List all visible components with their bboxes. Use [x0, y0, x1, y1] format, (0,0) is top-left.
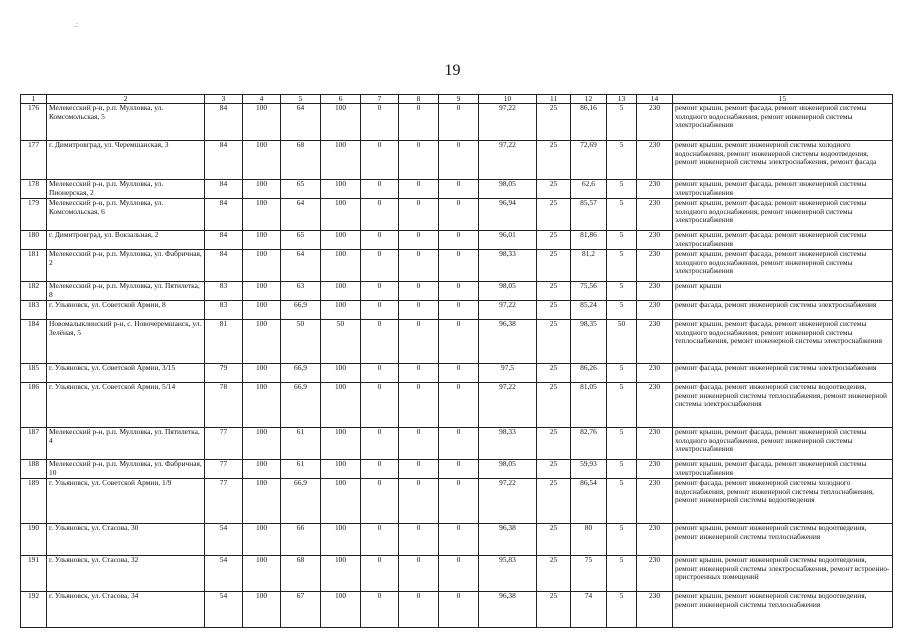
- column-header: 13: [607, 95, 637, 104]
- table-row: [21, 199, 893, 231]
- row-number: 185: [21, 364, 47, 383]
- value-cell: 82,76: [571, 428, 607, 460]
- data-table: [20, 94, 893, 628]
- row-number: 188: [21, 460, 47, 479]
- value-cell: 0: [361, 592, 399, 628]
- value-cell: 5: [607, 250, 637, 282]
- address-cell: г. Ульяновск, ул. Стасова, 30: [47, 524, 205, 556]
- value-cell: 100: [321, 180, 361, 199]
- value-cell: 68: [281, 556, 321, 592]
- value-cell: 0: [439, 250, 479, 282]
- value-cell: 100: [321, 460, 361, 479]
- column-header: 7: [361, 95, 399, 104]
- value-cell: 230: [637, 592, 673, 628]
- works-cell: ремонт крыши: [673, 282, 893, 301]
- value-cell: 100: [321, 231, 361, 250]
- address-cell: Мелекесский р-н, р.п. Мулловка, ул. Пятилетка, 8: [47, 282, 205, 301]
- value-cell: 72,69: [571, 141, 607, 180]
- value-cell: 0: [399, 282, 439, 301]
- value-cell: 100: [321, 141, 361, 180]
- value-cell: 81: [205, 320, 243, 364]
- column-header: 15: [673, 95, 893, 104]
- address-cell: г. Ульяновск, ул. Советской Армии, 1/9: [47, 479, 205, 524]
- value-cell: 230: [637, 104, 673, 141]
- column-header: 10: [479, 95, 537, 104]
- value-cell: 50: [321, 320, 361, 364]
- value-cell: 5: [607, 364, 637, 383]
- value-cell: 100: [321, 428, 361, 460]
- value-cell: 25: [537, 320, 571, 364]
- value-cell: 5: [607, 479, 637, 524]
- value-cell: 77: [205, 460, 243, 479]
- value-cell: 50: [281, 320, 321, 364]
- value-cell: 97,22: [479, 479, 537, 524]
- works-cell: ремонт крыши, ремонт инженерной системы водоотведения, ремонт инженерной системы электроснабжения, ремонт встроенно-пристроенных помещений: [673, 556, 893, 592]
- value-cell: 98,05: [479, 282, 537, 301]
- value-cell: 66,9: [281, 301, 321, 320]
- value-cell: 0: [439, 364, 479, 383]
- value-cell: 0: [439, 592, 479, 628]
- value-cell: 98,05: [479, 460, 537, 479]
- value-cell: 0: [439, 104, 479, 141]
- value-cell: 25: [537, 428, 571, 460]
- address-cell: Новомалыклинский р-н, с. Новочеремшанск, ул. Зелёная, 5: [47, 320, 205, 364]
- value-cell: 77: [205, 479, 243, 524]
- value-cell: 54: [205, 556, 243, 592]
- value-cell: 97,5: [479, 364, 537, 383]
- value-cell: 84: [205, 180, 243, 199]
- value-cell: 230: [637, 231, 673, 250]
- works-cell: ремонт фасада, ремонт инженерной системы электроснабжения: [673, 364, 893, 383]
- value-cell: 230: [637, 250, 673, 282]
- value-cell: 84: [205, 250, 243, 282]
- value-cell: 0: [399, 556, 439, 592]
- value-cell: 0: [399, 428, 439, 460]
- value-cell: 0: [399, 320, 439, 364]
- value-cell: 0: [361, 460, 399, 479]
- value-cell: 5: [607, 556, 637, 592]
- value-cell: 5: [607, 199, 637, 231]
- value-cell: 61: [281, 428, 321, 460]
- value-cell: 97,22: [479, 104, 537, 141]
- value-cell: 100: [243, 320, 281, 364]
- address-cell: Мелекесский р-н, р.п. Мулловка, ул. Фабричная, 2: [47, 250, 205, 282]
- value-cell: 100: [243, 460, 281, 479]
- address-cell: г. Ульяновск, ул. Советской Армии, 5/14: [47, 383, 205, 428]
- value-cell: 5: [607, 141, 637, 180]
- value-cell: 0: [439, 320, 479, 364]
- value-cell: 100: [243, 231, 281, 250]
- value-cell: 230: [637, 383, 673, 428]
- row-number: 182: [21, 282, 47, 301]
- value-cell: 230: [637, 141, 673, 180]
- table-row: [21, 320, 893, 364]
- table-row: [21, 141, 893, 180]
- row-number: 187: [21, 428, 47, 460]
- value-cell: 0: [361, 199, 399, 231]
- value-cell: 100: [321, 524, 361, 556]
- value-cell: 0: [399, 460, 439, 479]
- value-cell: 100: [243, 180, 281, 199]
- works-cell: ремонт крыши, ремонт инженерной системы холодного водоснабжения, ремонт инженерной системы водоотведения, ремонт инженерной системы электроснабжения, ремонт фасада: [673, 141, 893, 180]
- row-number: 186: [21, 383, 47, 428]
- value-cell: 79: [205, 364, 243, 383]
- column-header: 12: [571, 95, 607, 104]
- value-cell: 50: [607, 320, 637, 364]
- value-cell: 96,38: [479, 524, 537, 556]
- value-cell: 0: [399, 141, 439, 180]
- value-cell: 83: [205, 282, 243, 301]
- value-cell: 230: [637, 180, 673, 199]
- value-cell: 0: [361, 301, 399, 320]
- value-cell: 100: [321, 282, 361, 301]
- value-cell: 5: [607, 460, 637, 479]
- value-cell: 96,01: [479, 231, 537, 250]
- works-cell: ремонт крыши, ремонт фасада, ремонт инженерной системы холодного водоснабжения, ремонт инженерной системы электроснабжения: [673, 199, 893, 231]
- value-cell: 0: [361, 479, 399, 524]
- table-row: [21, 460, 893, 479]
- address-cell: Мелекесский р-н, р.п. Мулловка, ул. Пионерская, 2: [47, 180, 205, 199]
- value-cell: 230: [637, 524, 673, 556]
- table-row: [21, 282, 893, 301]
- row-number: 178: [21, 180, 47, 199]
- row-number: 189: [21, 479, 47, 524]
- value-cell: 75: [571, 556, 607, 592]
- value-cell: 0: [399, 250, 439, 282]
- page-number: 19: [444, 62, 461, 79]
- value-cell: 5: [607, 592, 637, 628]
- value-cell: 100: [321, 104, 361, 141]
- value-cell: 54: [205, 592, 243, 628]
- value-cell: 25: [537, 199, 571, 231]
- value-cell: 78: [205, 383, 243, 428]
- value-cell: 81,2: [571, 250, 607, 282]
- value-cell: 5: [607, 231, 637, 250]
- value-cell: 0: [399, 199, 439, 231]
- value-cell: 0: [399, 524, 439, 556]
- value-cell: 96,38: [479, 592, 537, 628]
- value-cell: 98,35: [571, 320, 607, 364]
- value-cell: 0: [399, 592, 439, 628]
- value-cell: 96,94: [479, 199, 537, 231]
- value-cell: 100: [243, 141, 281, 180]
- value-cell: 63: [281, 282, 321, 301]
- value-cell: 0: [439, 282, 479, 301]
- value-cell: 5: [607, 104, 637, 141]
- value-cell: 0: [361, 428, 399, 460]
- value-cell: 0: [361, 180, 399, 199]
- table-row: [21, 250, 893, 282]
- value-cell: 0: [399, 383, 439, 428]
- value-cell: 0: [399, 479, 439, 524]
- address-cell: Мелекесский р-н, р.п. Мулловка, ул. Комсомольская, 6: [47, 199, 205, 231]
- value-cell: 66,9: [281, 479, 321, 524]
- row-number: 190: [21, 524, 47, 556]
- address-cell: Мелекесский р-н, р.п. Мулловка, ул. Пятилетка, 4: [47, 428, 205, 460]
- row-number: 184: [21, 320, 47, 364]
- value-cell: 86,16: [571, 104, 607, 141]
- value-cell: 25: [537, 180, 571, 199]
- value-cell: 98,33: [479, 428, 537, 460]
- value-cell: 83: [205, 301, 243, 320]
- value-cell: 98,05: [479, 180, 537, 199]
- value-cell: 0: [399, 104, 439, 141]
- works-cell: ремонт крыши, ремонт инженерной системы водоотведения, ремонт инженерной системы теплоснабжения: [673, 592, 893, 628]
- works-cell: ремонт фасада, ремонт инженерной системы электроснабжения: [673, 301, 893, 320]
- value-cell: 0: [439, 141, 479, 180]
- value-cell: 64: [281, 250, 321, 282]
- row-number: 179: [21, 199, 47, 231]
- value-cell: 66,9: [281, 383, 321, 428]
- value-cell: 5: [607, 180, 637, 199]
- value-cell: 0: [439, 301, 479, 320]
- value-cell: 0: [361, 141, 399, 180]
- value-cell: 84: [205, 141, 243, 180]
- table-row: [21, 592, 893, 628]
- value-cell: 97,22: [479, 141, 537, 180]
- value-cell: 68: [281, 141, 321, 180]
- value-cell: 100: [321, 592, 361, 628]
- value-cell: 0: [399, 301, 439, 320]
- column-header: 3: [205, 95, 243, 104]
- table-row: [21, 231, 893, 250]
- value-cell: 97,22: [479, 383, 537, 428]
- value-cell: 230: [637, 301, 673, 320]
- works-cell: ремонт фасада, ремонт инженерной системы холодного водоснабжения, ремонт инженерной системы теплоснабжения, ремонт инженерной системы водоотведения: [673, 479, 893, 524]
- column-header: 2: [47, 95, 205, 104]
- works-cell: ремонт крыши, ремонт фасада, ремонт инженерной системы электроснабжения: [673, 460, 893, 479]
- value-cell: 25: [537, 250, 571, 282]
- table-row: [21, 428, 893, 460]
- value-cell: 100: [321, 364, 361, 383]
- value-cell: 86,54: [571, 479, 607, 524]
- value-cell: 100: [321, 479, 361, 524]
- value-cell: 230: [637, 556, 673, 592]
- value-cell: 100: [243, 383, 281, 428]
- value-cell: 0: [361, 556, 399, 592]
- value-cell: 0: [439, 556, 479, 592]
- value-cell: 230: [637, 320, 673, 364]
- value-cell: 0: [439, 180, 479, 199]
- value-cell: 0: [361, 524, 399, 556]
- value-cell: 100: [243, 250, 281, 282]
- value-cell: 0: [439, 231, 479, 250]
- value-cell: 81,86: [571, 231, 607, 250]
- works-cell: ремонт крыши, ремонт фасада, ремонт инженерной системы холодного водоснабжения, ремонт инженерной системы электроснабжения: [673, 250, 893, 282]
- works-cell: ремонт крыши, ремонт фасада, ремонт инженерной системы электроснабжения: [673, 180, 893, 199]
- works-cell: ремонт крыши, ремонт фасада, ремонт инженерной системы холодного водоснабжения, ремонт инженерной системы теплоснабжения, ремонт инженерной системы электроснабжения: [673, 320, 893, 364]
- table-row: [21, 479, 893, 524]
- value-cell: 0: [399, 364, 439, 383]
- value-cell: 25: [537, 479, 571, 524]
- value-cell: 25: [537, 301, 571, 320]
- value-cell: 25: [537, 231, 571, 250]
- value-cell: 25: [537, 282, 571, 301]
- column-header: 11: [537, 95, 571, 104]
- value-cell: 5: [607, 524, 637, 556]
- value-cell: 100: [243, 592, 281, 628]
- column-header: 8: [399, 95, 439, 104]
- row-number: 183: [21, 301, 47, 320]
- value-cell: 100: [243, 524, 281, 556]
- works-cell: ремонт фасада, ремонт инженерной системы водоотведения, ремонт инженерной системы теплоснабжения, ремонт инженерной системы электроснабжения: [673, 383, 893, 428]
- value-cell: 100: [243, 364, 281, 383]
- column-header: 6: [321, 95, 361, 104]
- value-cell: 64: [281, 104, 321, 141]
- value-cell: 230: [637, 364, 673, 383]
- value-cell: 86,26: [571, 364, 607, 383]
- value-cell: 96,38: [479, 320, 537, 364]
- value-cell: 230: [637, 199, 673, 231]
- value-cell: 0: [439, 479, 479, 524]
- value-cell: 85,24: [571, 301, 607, 320]
- value-cell: 100: [243, 556, 281, 592]
- value-cell: 62,6: [571, 180, 607, 199]
- value-cell: 81,05: [571, 383, 607, 428]
- value-cell: 84: [205, 231, 243, 250]
- value-cell: 98,33: [479, 250, 537, 282]
- table-row: [21, 364, 893, 383]
- value-cell: 25: [537, 592, 571, 628]
- value-cell: 230: [637, 282, 673, 301]
- value-cell: 64: [281, 199, 321, 231]
- value-cell: 75,56: [571, 282, 607, 301]
- value-cell: 65: [281, 231, 321, 250]
- value-cell: 230: [637, 460, 673, 479]
- value-cell: 0: [361, 364, 399, 383]
- column-header: 14: [637, 95, 673, 104]
- value-cell: 0: [361, 282, 399, 301]
- value-cell: 0: [439, 460, 479, 479]
- value-cell: 0: [361, 104, 399, 141]
- value-cell: 5: [607, 301, 637, 320]
- value-cell: 0: [399, 180, 439, 199]
- value-cell: 100: [321, 250, 361, 282]
- value-cell: 97,22: [479, 301, 537, 320]
- value-cell: 0: [439, 428, 479, 460]
- address-cell: Мелекесский р-н, р.п. Мулловка, ул. Комсомольская, 5: [47, 104, 205, 141]
- table-row: [21, 383, 893, 428]
- table-row: [21, 180, 893, 199]
- value-cell: 0: [361, 320, 399, 364]
- table-body: [21, 104, 893, 628]
- value-cell: 61: [281, 460, 321, 479]
- address-cell: г. Ульяновск, ул. Советской Армии, 8: [47, 301, 205, 320]
- value-cell: 67: [281, 592, 321, 628]
- value-cell: 25: [537, 556, 571, 592]
- value-cell: 0: [439, 199, 479, 231]
- value-cell: 230: [637, 479, 673, 524]
- value-cell: 74: [571, 592, 607, 628]
- value-cell: 25: [537, 383, 571, 428]
- value-cell: 0: [361, 383, 399, 428]
- works-cell: ремонт крыши, ремонт фасада, ремонт инженерной системы электроснабжения: [673, 231, 893, 250]
- row-number: 177: [21, 141, 47, 180]
- value-cell: 100: [243, 199, 281, 231]
- value-cell: 100: [243, 479, 281, 524]
- value-cell: 80: [571, 524, 607, 556]
- value-cell: 65: [281, 180, 321, 199]
- column-header: 4: [243, 95, 281, 104]
- value-cell: 0: [361, 250, 399, 282]
- table-row: [21, 301, 893, 320]
- column-header: 1: [21, 95, 47, 104]
- table-row: [21, 104, 893, 141]
- value-cell: 95,83: [479, 556, 537, 592]
- value-cell: 25: [537, 364, 571, 383]
- table-row: [21, 556, 893, 592]
- value-cell: 0: [439, 383, 479, 428]
- works-cell: ремонт крыши, ремонт фасада, ремонт инженерной системы холодного водоснабжения, ремонт инженерной системы электроснабжения: [673, 428, 893, 460]
- works-cell: ремонт крыши, ремонт инженерной системы водоотведения, ремонт инженерной системы теплоснабжения: [673, 524, 893, 556]
- value-cell: 77: [205, 428, 243, 460]
- row-number: 191: [21, 556, 47, 592]
- scan-speck: .:: [74, 20, 79, 29]
- value-cell: 84: [205, 199, 243, 231]
- value-cell: 100: [243, 282, 281, 301]
- row-number: 192: [21, 592, 47, 628]
- value-cell: 100: [243, 428, 281, 460]
- value-cell: 5: [607, 383, 637, 428]
- value-cell: 100: [243, 301, 281, 320]
- value-cell: 100: [321, 301, 361, 320]
- value-cell: 25: [537, 460, 571, 479]
- address-cell: г. Ульяновск, ул. Стасова, 32: [47, 556, 205, 592]
- value-cell: 25: [537, 141, 571, 180]
- value-cell: 54: [205, 524, 243, 556]
- value-cell: 66: [281, 524, 321, 556]
- value-cell: 5: [607, 428, 637, 460]
- value-cell: 0: [439, 524, 479, 556]
- value-cell: 230: [637, 428, 673, 460]
- value-cell: 59,93: [571, 460, 607, 479]
- row-number: 176: [21, 104, 47, 141]
- works-cell: ремонт крыши, ремонт фасада, ремонт инженерной системы холодного водоснабжения, ремонт инженерной системы электроснабжения: [673, 104, 893, 141]
- address-cell: г. Ульяновск, ул. Советской Армии, 3/15: [47, 364, 205, 383]
- column-header: 5: [281, 95, 321, 104]
- value-cell: 25: [537, 524, 571, 556]
- value-cell: 100: [321, 556, 361, 592]
- address-cell: Мелекесский р-н, р.п. Мулловка, ул. Фабричная, 10: [47, 460, 205, 479]
- value-cell: 85,57: [571, 199, 607, 231]
- value-cell: 25: [537, 104, 571, 141]
- address-cell: г. Ульяновск, ул. Стасова, 34: [47, 592, 205, 628]
- value-cell: 100: [243, 104, 281, 141]
- column-header: 9: [439, 95, 479, 104]
- value-cell: 0: [361, 231, 399, 250]
- table-row: [21, 524, 893, 556]
- value-cell: 100: [321, 199, 361, 231]
- address-cell: г. Димитровград, ул. Черемшанская, 3: [47, 141, 205, 180]
- value-cell: 66,9: [281, 364, 321, 383]
- value-cell: 5: [607, 282, 637, 301]
- table-header-row: [21, 95, 893, 104]
- address-cell: г. Димитровград, ул. Вокзальная, 2: [47, 231, 205, 250]
- value-cell: 100: [321, 383, 361, 428]
- row-number: 180: [21, 231, 47, 250]
- row-number: 181: [21, 250, 47, 282]
- value-cell: 0: [399, 231, 439, 250]
- value-cell: 84: [205, 104, 243, 141]
